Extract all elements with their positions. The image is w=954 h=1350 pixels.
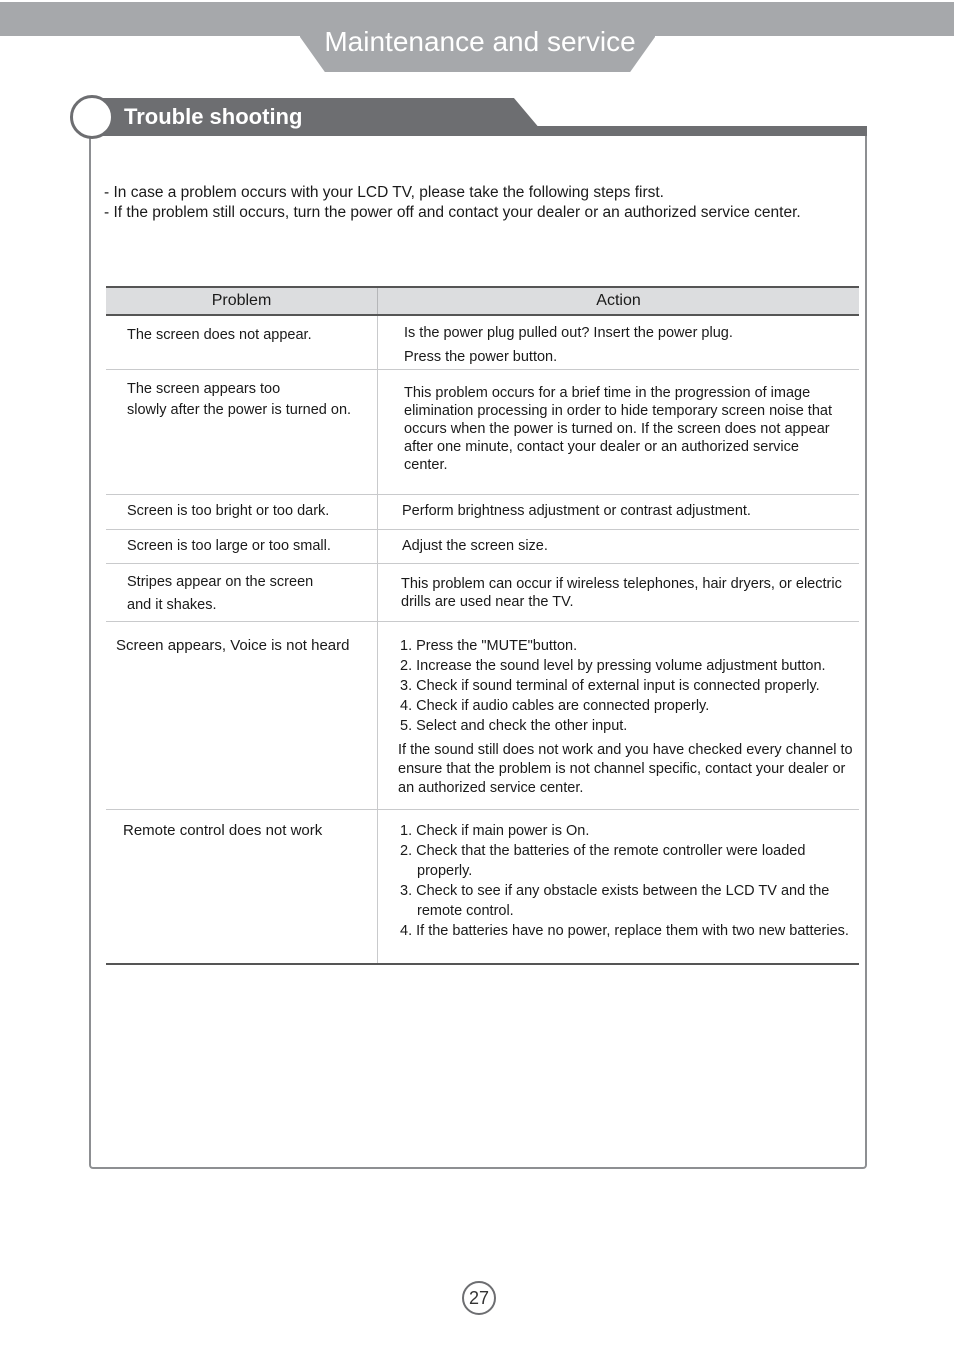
intro-line: - In case a problem occurs with your LCD TV, please take the following steps first. bbox=[104, 184, 664, 201]
table-header bbox=[106, 286, 859, 316]
problem-cell bbox=[106, 810, 378, 963]
action-text: This problem can occur if wireless telephones, hair dryers, or electric drills are used near the TV. bbox=[401, 576, 842, 610]
page-header-title: Maintenance and service bbox=[324, 26, 636, 57]
problem-text: The screen appears too bbox=[127, 381, 281, 397]
problem-text: Screen appears, Voice is not heard bbox=[116, 637, 350, 654]
column-header-problem: Problem bbox=[106, 288, 378, 314]
action-cell bbox=[378, 810, 859, 963]
action-cell bbox=[378, 622, 859, 809]
problem-text: and it shakes. bbox=[127, 597, 217, 613]
problem-cell bbox=[106, 316, 378, 369]
action-step: 2. Check that the batteries of the remote controller were loaded properly. bbox=[400, 843, 806, 879]
problem-text: Remote control does not work bbox=[123, 822, 323, 839]
intro-line: - If the problem still occurs, turn the power off and contact your dealer or an authorized service center. bbox=[104, 204, 801, 221]
problem-text: slowly after the power is turned on. bbox=[127, 402, 352, 418]
action-step: 3. Check if sound terminal of external input is connected properly. bbox=[400, 678, 820, 694]
action-cell bbox=[378, 495, 859, 529]
problem-text: The screen does not appear. bbox=[127, 327, 312, 343]
action-step: 3. Check to see if any obstacle exists between the LCD TV and the remote control. bbox=[400, 883, 830, 919]
intro-text bbox=[104, 183, 801, 223]
action-steps bbox=[400, 821, 849, 941]
problem-cell bbox=[106, 622, 378, 809]
table-row bbox=[106, 316, 859, 370]
action-step: 4. If the batteries have no power, replace them with two new batteries. bbox=[400, 923, 849, 939]
action-note: If the sound still does not work and you have checked every channel to ensure that the problem is not channel specific, contact your dealer or an authorized service center. bbox=[398, 742, 853, 796]
action-cell bbox=[378, 316, 859, 369]
table-row bbox=[106, 810, 859, 965]
problem-cell bbox=[106, 370, 378, 494]
table-row bbox=[106, 530, 859, 564]
action-steps bbox=[400, 636, 859, 736]
problem-text: Screen is too bright or too dark. bbox=[127, 503, 330, 519]
section-circle-icon bbox=[70, 95, 114, 139]
action-text: Press the power button. bbox=[404, 349, 558, 365]
action-cell bbox=[378, 530, 859, 563]
action-step: 2. Increase the sound level by pressing volume adjustment button. bbox=[400, 658, 826, 674]
action-step: 1. Check if main power is On. bbox=[400, 823, 590, 839]
action-step: 4. Check if audio cables are connected properly. bbox=[400, 698, 710, 714]
troubleshooting-table bbox=[106, 286, 859, 965]
action-step: 5. Select and check the other input. bbox=[400, 718, 628, 734]
table-row bbox=[106, 370, 859, 495]
action-text: This problem occurs for a brief time in the progression of image elimination processing in order to hide temporary screen noise that occurs when the power is turned on. If the screen does not appear after one minute, contact your dealer or an authorized service center. bbox=[404, 385, 832, 473]
action-cell bbox=[378, 564, 859, 621]
action-text: Adjust the screen size. bbox=[402, 538, 548, 554]
table-row bbox=[106, 622, 859, 810]
page-number: 27 bbox=[462, 1281, 496, 1315]
problem-text: Screen is too large or too small. bbox=[127, 538, 331, 554]
problem-text: Stripes appear on the screen bbox=[127, 574, 314, 590]
action-step: 1. Press the "MUTE"button. bbox=[400, 638, 578, 654]
section-title: Trouble shooting bbox=[124, 104, 303, 129]
problem-cell bbox=[106, 564, 378, 621]
table-row bbox=[106, 564, 859, 622]
action-text: Perform brightness adjustment or contrast adjustment. bbox=[402, 503, 751, 519]
problem-cell bbox=[106, 495, 378, 529]
column-header-action: Action bbox=[596, 292, 641, 309]
action-cell bbox=[378, 370, 859, 494]
action-text: Is the power plug pulled out? Insert the power plug. bbox=[404, 325, 733, 341]
section-bar bbox=[505, 126, 867, 136]
problem-cell bbox=[106, 530, 378, 563]
table-row bbox=[106, 495, 859, 530]
